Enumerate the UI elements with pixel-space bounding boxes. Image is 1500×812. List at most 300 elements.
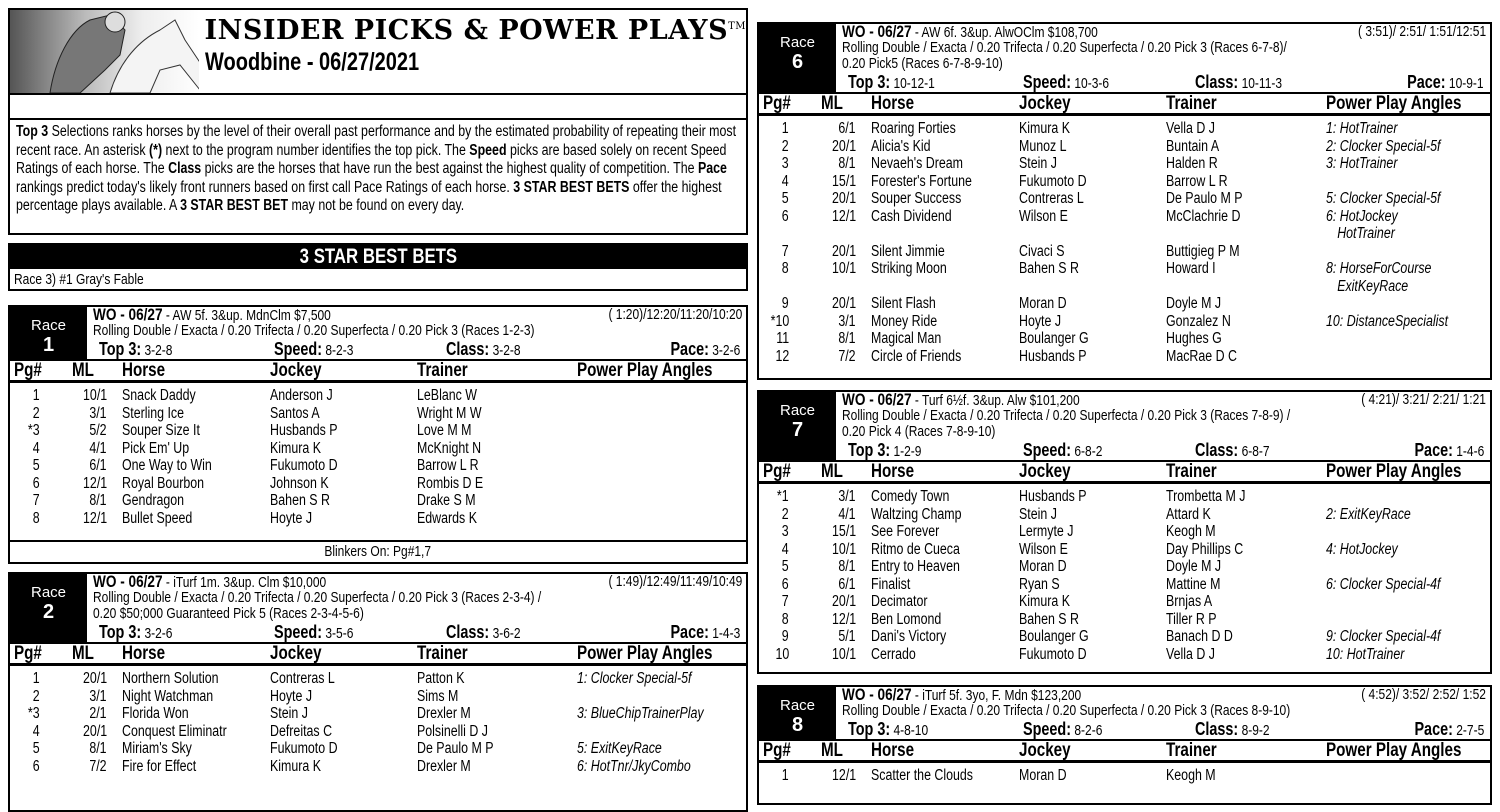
race-header (759, 392, 1490, 460)
trainer-name: Drexler M (417, 757, 471, 775)
race-conditions-line (93, 307, 746, 323)
entries-list (759, 484, 1490, 669)
pick-top3 (99, 622, 172, 644)
morning-line-odds: 20/1 (82, 670, 107, 687)
trainer-name: Love M M (417, 422, 472, 439)
program-number: 7 (782, 242, 789, 260)
pick-speed-label: Speed: (274, 622, 323, 642)
track-date-label: WO - 06/27 (842, 22, 912, 41)
wager-text: Rolling Double / Exacta / 0.20 Trifecta / 0.20 Superfecta / 0.20 Pick 3 (Races 7-8-9) / (842, 407, 1291, 424)
angle-number: 8: (1326, 260, 1337, 277)
column-trainer: Trainer (1166, 93, 1217, 114)
race-conditions-text: - AW 5f. 3&up. MdnClm $7,500 (162, 307, 331, 324)
angle-number: 6: (1326, 207, 1337, 225)
trainer-name: De Paulo M P (1166, 190, 1243, 207)
picks-line (93, 339, 746, 359)
entry-row (10, 758, 746, 776)
morning-line-odds: 2/1 (89, 705, 107, 722)
blank-row (8, 93, 748, 120)
angle-text: Clocker Special-4f (1339, 628, 1441, 645)
jockey-name: Hoyte J (270, 687, 313, 705)
morning-line-odds: 3/1 (838, 312, 856, 330)
morning-line-odds: 12/1 (831, 610, 856, 628)
column-jockey: Jockey (1019, 93, 1071, 114)
race-7-card (757, 390, 1492, 674)
program-number: 2 (782, 137, 789, 155)
intro-bold-term: 3 STAR BEST BET (180, 197, 289, 214)
race-header (759, 24, 1490, 92)
intro-text: rankings predict today's likely front runners based on first call Pace Ratings of each horse. (16, 178, 514, 196)
intro-text: next to the program number identifies the top pick. The (162, 141, 470, 159)
pick-class-label: Class: (446, 339, 490, 359)
angle-item (1326, 278, 1431, 296)
entry-row (759, 295, 1490, 313)
horse-name: Royal Bourbon (122, 474, 205, 492)
entries-list (759, 763, 1490, 791)
program-number: 10 (775, 645, 789, 663)
program-number: 3 (782, 155, 789, 172)
program-number: 2 (33, 404, 40, 422)
intro-bold-term: (*) (149, 141, 163, 159)
horse-name: Forester's Fortune (871, 172, 972, 190)
entry-row (759, 558, 1490, 576)
trainer-name: Edwards K (417, 509, 477, 527)
pick-top3 (848, 72, 935, 94)
angle-text: HotTnr/JkyCombo (590, 757, 691, 775)
pick-pace-label: Pace: (1407, 72, 1446, 92)
program-number: 1 (782, 120, 789, 137)
program-number: 1 (782, 767, 789, 784)
morning-line-odds: 3/1 (89, 687, 107, 705)
pick-top3 (848, 440, 921, 462)
column-pg: Pg# (14, 360, 42, 381)
trainer-name: Brnjas A (1166, 593, 1213, 610)
program-number: 3 (782, 523, 789, 540)
jockey-horse-logo (10, 10, 199, 93)
program-number: 1 (33, 670, 40, 687)
program-number: 6 (782, 575, 789, 593)
jockey-name: Moran D (1019, 295, 1067, 312)
entry-row (759, 593, 1490, 611)
intro-bold-term: Speed (469, 141, 507, 159)
angle-item (1326, 628, 1440, 646)
horse-name: Magical Man (871, 330, 942, 347)
pick-top3-label: Top 3: (848, 440, 891, 460)
power-play-angles (1326, 155, 1397, 173)
angle-item (1326, 576, 1440, 594)
jockey-name: Bahen S R (1019, 610, 1079, 628)
angle-number: 9: (1326, 628, 1337, 645)
angle-number: 1: (577, 670, 588, 687)
pick-speed (1023, 719, 1102, 741)
column-pg: Pg# (763, 461, 791, 482)
jockey-name: Boulanger G (1019, 330, 1089, 347)
jockey-name: Husbands P (1019, 488, 1087, 505)
program-number: *3 (28, 705, 40, 722)
pick-class-value: 3-6-2 (492, 625, 521, 642)
morning-line-odds: 8/1 (838, 558, 856, 575)
angle-text: HotTrainer (1346, 645, 1405, 663)
horse-name: Northern Solution (122, 670, 219, 687)
trainer-name: Drexler M (417, 705, 471, 722)
jockey-name: Stein J (1019, 155, 1057, 172)
column-horse: Horse (122, 360, 166, 381)
pick-top3-value: 4-8-10 (893, 722, 929, 739)
pick-class (1195, 440, 1270, 462)
power-play-angles (577, 740, 662, 758)
column-ml: ML (821, 93, 843, 114)
program-number: 1 (33, 387, 40, 404)
entry-row (10, 475, 746, 493)
column-header (10, 359, 746, 383)
horse-name: One Way to Win (122, 457, 212, 474)
trainer-name: Rombis D E (417, 474, 484, 492)
horse-name: Florida Won (122, 705, 189, 722)
horse-name: Souper Size It (122, 422, 200, 439)
morning-line-odds: 12/1 (831, 207, 856, 225)
jockey-name: Moran D (1019, 767, 1067, 784)
column-header (10, 642, 746, 666)
race-header (10, 307, 746, 359)
jockey-name: Kimura K (1019, 593, 1070, 610)
pick-speed-label: Speed: (274, 339, 323, 359)
race-conditions-text: - iTurf 1m. 3&up. Clm $10,000 (162, 574, 327, 591)
pick-pace (670, 622, 740, 644)
entry-row (759, 260, 1490, 295)
race-conditions-line (93, 574, 746, 590)
pick-top3-label: Top 3: (99, 622, 142, 642)
morning-line-odds: 10/1 (82, 387, 107, 404)
page-title (205, 15, 746, 46)
entry-row (759, 173, 1490, 191)
jockey-name: Bahen S R (270, 492, 330, 509)
entry-row (759, 190, 1490, 208)
entries-list (759, 116, 1490, 371)
entry-row (759, 576, 1490, 594)
jockey-name: Moran D (1019, 558, 1067, 575)
race-number: 6 (791, 51, 804, 73)
angle-item (1326, 138, 1440, 156)
horse-name: Pick Em' Up (122, 439, 190, 457)
horse-name: Silent Jimmie (871, 242, 945, 260)
intro-text: offer the highest percentage plays available. A (16, 178, 722, 214)
program-number: 4 (33, 439, 40, 457)
angle-text: BlueChipTrainerPlay (590, 705, 704, 722)
entry-row (10, 492, 746, 510)
jockey-name: Bahen S R (1019, 260, 1079, 277)
pick-class-value: 10-11-3 (1241, 75, 1283, 92)
trainer-name: Banach D D (1166, 628, 1233, 645)
race-label: Race (779, 402, 816, 419)
jockey-name: Stein J (1019, 505, 1057, 523)
track-date-label: WO - 06/27 (842, 390, 912, 409)
race-6-card (757, 22, 1492, 380)
race-header (10, 574, 746, 642)
column-pg: Pg# (14, 643, 42, 664)
trainer-name: Howard I (1166, 260, 1216, 277)
program-number: *10 (770, 312, 789, 330)
program-number: 7 (782, 593, 789, 610)
angle-item (1326, 646, 1404, 664)
pick-top3-value: 1-2-9 (893, 443, 922, 460)
intro-bold-term: Class (168, 160, 202, 177)
column-trainer: Trainer (417, 360, 468, 381)
race-number-badge (10, 574, 87, 642)
trainer-name: Attard K (1166, 505, 1211, 523)
program-number: 8 (782, 260, 789, 277)
entries-list (10, 666, 746, 781)
trainer-name: Doyle M J (1166, 558, 1222, 575)
race-info (836, 392, 1490, 460)
race-number-badge (10, 307, 87, 359)
trainer-name: LeBlanc W (417, 387, 477, 404)
trainer-name: Hughes G (1166, 330, 1222, 347)
pick-speed (1023, 440, 1102, 462)
angle-item (1326, 541, 1398, 559)
intro-box (8, 118, 748, 235)
program-number: 6 (782, 207, 789, 225)
column-trainer: Trainer (1166, 461, 1217, 482)
power-play-angles (1326, 506, 1411, 524)
program-number: 8 (33, 509, 40, 527)
race-number-badge (759, 687, 836, 739)
horse-name: Night Watchman (122, 687, 214, 705)
column-horse: Horse (871, 740, 915, 761)
entry-row (10, 422, 746, 440)
jockey-name: Boulanger G (1019, 628, 1089, 645)
wager-line (842, 424, 1490, 440)
power-play-angles (1326, 646, 1404, 664)
jockey-name: Hoyte J (270, 509, 313, 527)
pick-class (1195, 72, 1282, 94)
title-text: INSIDER PICKS & POWER PLAYS (204, 15, 729, 46)
jockey-name: Fukumoto D (1019, 172, 1087, 190)
program-number: 8 (782, 610, 789, 628)
angle-text: Clocker Special-5f (1339, 137, 1441, 155)
angle-text: Clocker Special-4f (1339, 575, 1441, 593)
pick-class-label: Class: (1195, 72, 1239, 92)
wager-line (842, 56, 1490, 72)
trainer-name: Wright M W (417, 404, 482, 422)
morning-line-odds: 20/1 (831, 190, 856, 207)
pick-speed-label: Speed: (1023, 72, 1072, 92)
column-angles: Power Play Angles (1326, 93, 1462, 114)
power-play-angles (1326, 260, 1431, 295)
angle-text: HotTrainer (1337, 225, 1395, 242)
column-header (759, 460, 1490, 484)
entry-row (759, 138, 1490, 156)
intro-text: may not be found on every day. (288, 197, 465, 214)
morning-line-odds: 4/1 (838, 505, 856, 523)
morning-line-odds: 4/1 (89, 439, 107, 457)
program-number: 7 (33, 492, 40, 509)
horse-name: Snack Daddy (122, 387, 196, 404)
jockey-name: Defreitas C (270, 722, 333, 740)
pick-class-value: 3-2-8 (492, 342, 521, 359)
pick-top3 (99, 339, 172, 361)
pick-pace-label: Pace: (1414, 719, 1453, 739)
entry-row (759, 348, 1490, 366)
jockey-name: Civaci S (1019, 242, 1065, 260)
trainer-name: Day Phillips C (1166, 540, 1244, 558)
entry-row (759, 506, 1490, 524)
column-trainer: Trainer (417, 643, 468, 664)
morning-line-odds: 6/1 (838, 120, 856, 137)
power-play-angles (577, 670, 691, 688)
pick-top3-value: 3-2-6 (144, 625, 173, 642)
pick-pace (1414, 719, 1484, 741)
angle-item (1326, 225, 1398, 243)
program-number: 2 (33, 687, 40, 705)
horse-name: Cerrado (871, 645, 916, 663)
morning-line-odds: 8/1 (838, 155, 856, 172)
column-ml: ML (821, 461, 843, 482)
jockey-name: Johnson K (270, 474, 329, 492)
entry-row (10, 510, 746, 528)
morning-line-odds: 20/1 (831, 137, 856, 155)
angle-number: 2: (1326, 137, 1337, 155)
horse-name: See Forever (871, 523, 940, 540)
entry-row (759, 628, 1490, 646)
horse-name: Souper Success (871, 190, 962, 207)
wager-text: Rolling Double / Exacta / 0.20 Trifecta / 0.20 Superfecta / 0.20 Pick 3 (Races 6-7-8)/ (842, 39, 1287, 56)
horse-name: Fire for Effect (122, 757, 197, 775)
power-play-angles (1326, 138, 1440, 156)
column-jockey: Jockey (270, 643, 322, 664)
pick-top3-label: Top 3: (848, 72, 891, 92)
race-info (836, 24, 1490, 92)
jockey-name: Wilson E (1019, 207, 1068, 225)
post-times: ( 4:21)/ 3:21/ 2:21/ 1:21 (1361, 391, 1486, 408)
angle-item (577, 705, 704, 723)
pick-speed-value: 8-2-3 (325, 342, 354, 359)
trainer-name: Keogh M (1166, 523, 1216, 540)
angle-number: 4: (1326, 540, 1337, 558)
trainer-name: Keogh M (1166, 767, 1216, 784)
column-angles: Power Play Angles (577, 643, 713, 664)
morning-line-odds: 8/1 (838, 330, 856, 347)
column-header (759, 739, 1490, 763)
morning-line-odds: 3/1 (838, 488, 856, 505)
pick-speed-value: 8-2-6 (1074, 722, 1103, 739)
race-number: 2 (42, 601, 55, 623)
morning-line-odds: 6/1 (838, 575, 856, 593)
angle-item (1326, 506, 1411, 524)
post-times: ( 4:52)/ 3:52/ 2:52/ 1:52 (1361, 686, 1486, 703)
program-number: *1 (777, 488, 789, 505)
trainer-name: Drake S M (417, 492, 476, 509)
morning-line-odds: 20/1 (831, 593, 856, 610)
pick-class (446, 339, 521, 361)
jockey-name: Hoyte J (1019, 312, 1062, 330)
pick-speed (274, 339, 353, 361)
horse-name: Conquest Eliminatr (122, 722, 227, 740)
program-number: 6 (33, 474, 40, 492)
intro-text: picks are based solely on recent Speed Ratings of each horse. The (16, 141, 727, 177)
angle-item (577, 758, 691, 776)
race-label: Race (30, 584, 67, 601)
horse-name: Circle of Friends (871, 347, 962, 365)
race-number-badge (759, 24, 836, 92)
jockey-name: Munoz L (1019, 137, 1067, 155)
entry-row (759, 330, 1490, 348)
track-date-label: WO - 06/27 (93, 305, 163, 324)
trainer-name: Buntain A (1166, 137, 1220, 155)
angle-item (1326, 190, 1440, 208)
entry-row (759, 611, 1490, 629)
angle-item (577, 740, 662, 758)
pick-pace-label: Pace: (670, 622, 709, 642)
entry-row (10, 723, 746, 741)
wager-line (842, 40, 1490, 56)
horse-name: Alicia's Kid (871, 137, 931, 155)
entry-row (10, 740, 746, 758)
morning-line-odds: 12/1 (82, 509, 107, 527)
column-pg: Pg# (763, 740, 791, 761)
angle-text: HotJockey (1339, 207, 1398, 225)
trainer-name: Buttigieg P M (1166, 242, 1240, 260)
entry-row (10, 457, 746, 475)
race-conditions-line (842, 687, 1490, 703)
horse-racing-icon (10, 10, 199, 93)
program-number: 9 (782, 295, 789, 312)
horse-name: Money Ride (871, 312, 938, 330)
race-number: 8 (791, 714, 804, 736)
horse-name: Cash Dividend (871, 207, 952, 225)
angle-number: 2: (1326, 505, 1337, 523)
trainer-name: Barrow L R (1166, 172, 1228, 190)
pick-speed-label: Speed: (1023, 440, 1072, 460)
angle-text: HotTrainer (1339, 120, 1398, 137)
entry-row (759, 155, 1490, 173)
post-times: ( 3:51)/ 2:51/ 1:51/12:51 (1357, 23, 1486, 40)
best-bets-box (8, 243, 748, 291)
pick-pace (1414, 440, 1484, 462)
jockey-name: Kimura K (1019, 120, 1070, 137)
race-info (836, 687, 1490, 739)
trainer-name: Trombetta M J (1166, 488, 1246, 505)
angle-number: 5: (1326, 190, 1337, 207)
column-angles: Power Play Angles (1326, 740, 1462, 761)
pick-pace-value: 1-4-6 (1455, 443, 1484, 460)
intro-text: Selections ranks horses by the level of their overall past performance and by the estimated probability of repeating their most recent race. An asterisk (16, 123, 737, 159)
morning-line-odds: 15/1 (831, 172, 856, 190)
race-conditions-text: - iTurf 5f. 3yo, F. Mdn $123,200 (911, 687, 1082, 704)
morning-line-odds: 8/1 (89, 492, 107, 509)
trainer-name: Gonzalez N (1166, 312, 1231, 330)
program-number: 5 (782, 190, 789, 207)
power-play-angles (1326, 208, 1398, 243)
pick-speed-value: 10-3-6 (1074, 75, 1110, 92)
jockey-name: Fukumoto D (270, 740, 338, 757)
race-number-badge (759, 392, 836, 460)
horse-name: Waltzing Champ (871, 505, 962, 523)
morning-line-odds: 15/1 (831, 523, 856, 540)
jockey-name: Anderson J (270, 387, 333, 404)
pick-speed (274, 622, 353, 644)
column-trainer: Trainer (1166, 740, 1217, 761)
wager-line (842, 703, 1490, 719)
horse-name: Nevaeh's Dream (871, 155, 963, 172)
intro-bold-term: 3 STAR BEST BETS (513, 178, 630, 196)
column-angles: Power Play Angles (577, 360, 713, 381)
trainer-name: Doyle M J (1166, 295, 1222, 312)
trainer-name: Mattine M (1166, 575, 1221, 593)
jockey-name: Kimura K (270, 439, 321, 457)
jockey-name: Wilson E (1019, 540, 1068, 558)
wager-line (93, 606, 746, 622)
column-horse: Horse (871, 461, 915, 482)
